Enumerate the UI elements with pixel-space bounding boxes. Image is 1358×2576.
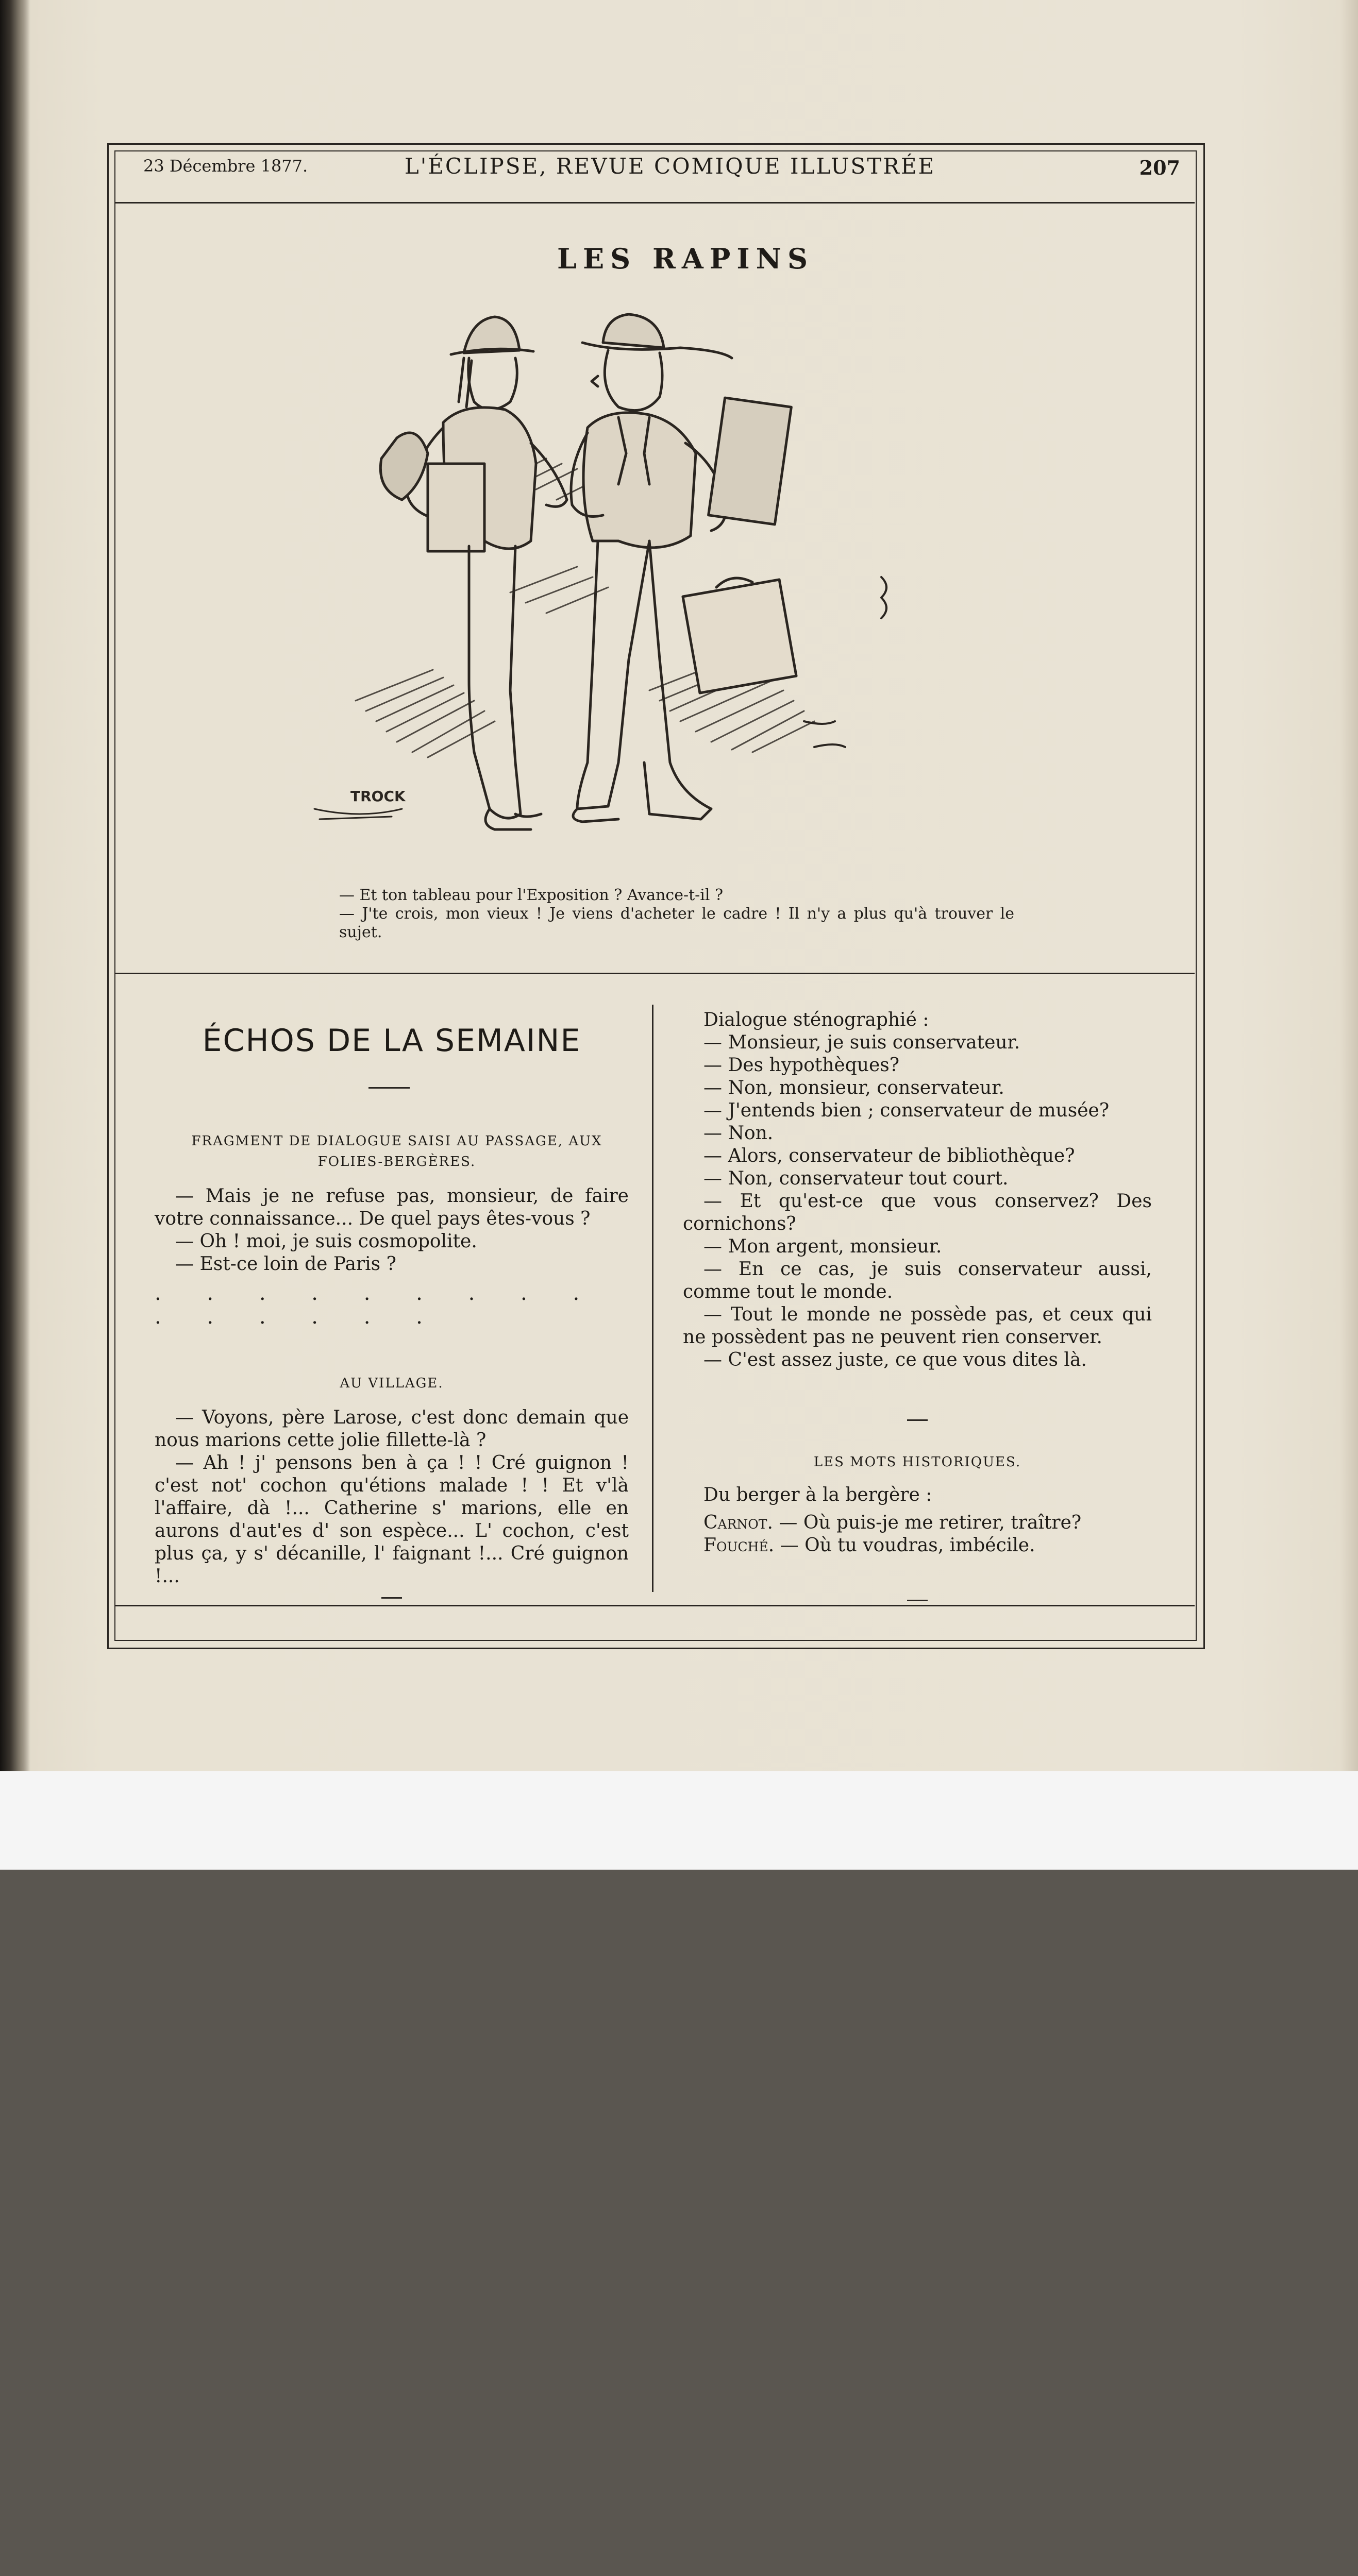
dialogue-line: — Tout le monde ne possède pas, et ceux qui ne possèdent pas ne peuvent rien conserver. [683,1304,1152,1348]
dialogue-line: — En ce cas, je suis conservateur aussi, comme tout le monde. [683,1259,1152,1302]
dialogue-paragraph: — Est-ce loin de Paris ? [175,1253,396,1275]
left-column-section2 [155,1406,629,1588]
cartoon-illustration [289,299,1026,881]
dialogue-line: — Monsieur, je suis conservateur. [703,1032,1020,1053]
subsection-heading: AU VILLAGE. [340,1376,444,1391]
dialogue-line: — Non. [703,1123,774,1144]
end-rule [907,1600,928,1601]
historic-quote [683,1512,1152,1534]
subsection-heading: FRAGMENT DE DIALOGUE SAISI AU PASSAGE, AUX FOLIES-BERGÈRES. [191,1133,602,1170]
right-column-dialogue [683,1009,1152,1371]
header-rule [114,202,1195,204]
left-column-section1 [155,1185,629,1276]
quote-speaker: Carnot. [703,1512,773,1533]
dialogue-line: — Des hypothèques? [703,1055,900,1076]
dialogue-paragraph: — Ah ! j' pensons ben à ça ! ! Cré guignon ! c'est not' cochon qu'étions malade ! ! Et v'là l'affaire, dà !... Catherine s' marions, elle en aurons d'aut'es d' son espèce... L' cochon, c'est plus ça, y s' décanille, l' faignant !... Cré guignon !... [155,1452,629,1587]
dialogue-line: — Non, monsieur, conservateur. [703,1077,1004,1098]
dialogue-line: — Non, conservateur tout court. [703,1168,1009,1189]
dialogue-line: — C'est assez juste, ce que vous dites là. [703,1349,1087,1370]
section-title-echos: ÉCHOS DE LA SEMAINE [202,1023,581,1059]
dialogue-line: — Alors, conservateur de bibliothèque? [703,1145,1075,1166]
book-binding-edge [0,0,30,1771]
subsection-heading: LES MOTS HISTORIQUES. [813,1454,1021,1470]
quote-text: — Où puis-je me retirer, traître? [779,1512,1082,1533]
column-divider [652,1005,653,1592]
dialogue-line: — J'entends bien ; conservateur de musée? [703,1100,1110,1121]
dialogue-paragraph: — Mais je ne refuse pas, monsieur, de faire votre connaissance... De quel pays êtes-vous ? [155,1185,629,1229]
cartoon-bottom-rule [114,973,1195,974]
dialogue-paragraph: — Voyons, père Larose, c'est donc demain que nous marions cette jolie fillette-là ? [155,1407,629,1451]
caption-line: — Et ton tableau pour l'Exposition ? Avance-t-il ? [339,886,724,904]
title-rule [368,1087,410,1089]
page-bottom-rule [114,1605,1195,1606]
quote-speaker: Fouché. [703,1535,775,1556]
cartoon-caption [303,886,1014,942]
viewer-footer [0,1771,1358,1870]
dialogue-line: — Mon argent, monsieur. [703,1236,942,1257]
section-rule [907,1419,928,1421]
dialogue-paragraph: — Oh ! moi, je suis cosmopolite. [175,1231,477,1252]
quote-text: — Où tu voudras, imbécile. [780,1535,1035,1556]
page-number: 207 [1139,156,1180,179]
artist-signature: TROCK [350,788,406,805]
quotes-intro: Du berger à la bergère : [703,1484,932,1505]
journal-title: L'ÉCLIPSE, REVUE COMIQUE ILLUSTRÉE [404,154,936,179]
issue-date: 23 Décembre 1877. [143,156,308,176]
ellipsis-row: . . . . . . . . . . . . . . . [155,1281,599,1329]
dialogue-intro: Dialogue sténographié : [703,1009,929,1030]
historic-quote [683,1534,1152,1557]
cartoon-title: LES RAPINS [557,242,814,275]
end-rule [381,1597,402,1599]
right-column-quotes [683,1484,1152,1557]
caption-line: — J'te crois, mon vieux ! Je viens d'acheter le cadre ! Il n'y a plus qu'à trouver le sujet. [339,905,1014,941]
dialogue-line: — Et qu'est-ce que vous conservez? Des cornichons? [683,1191,1152,1234]
